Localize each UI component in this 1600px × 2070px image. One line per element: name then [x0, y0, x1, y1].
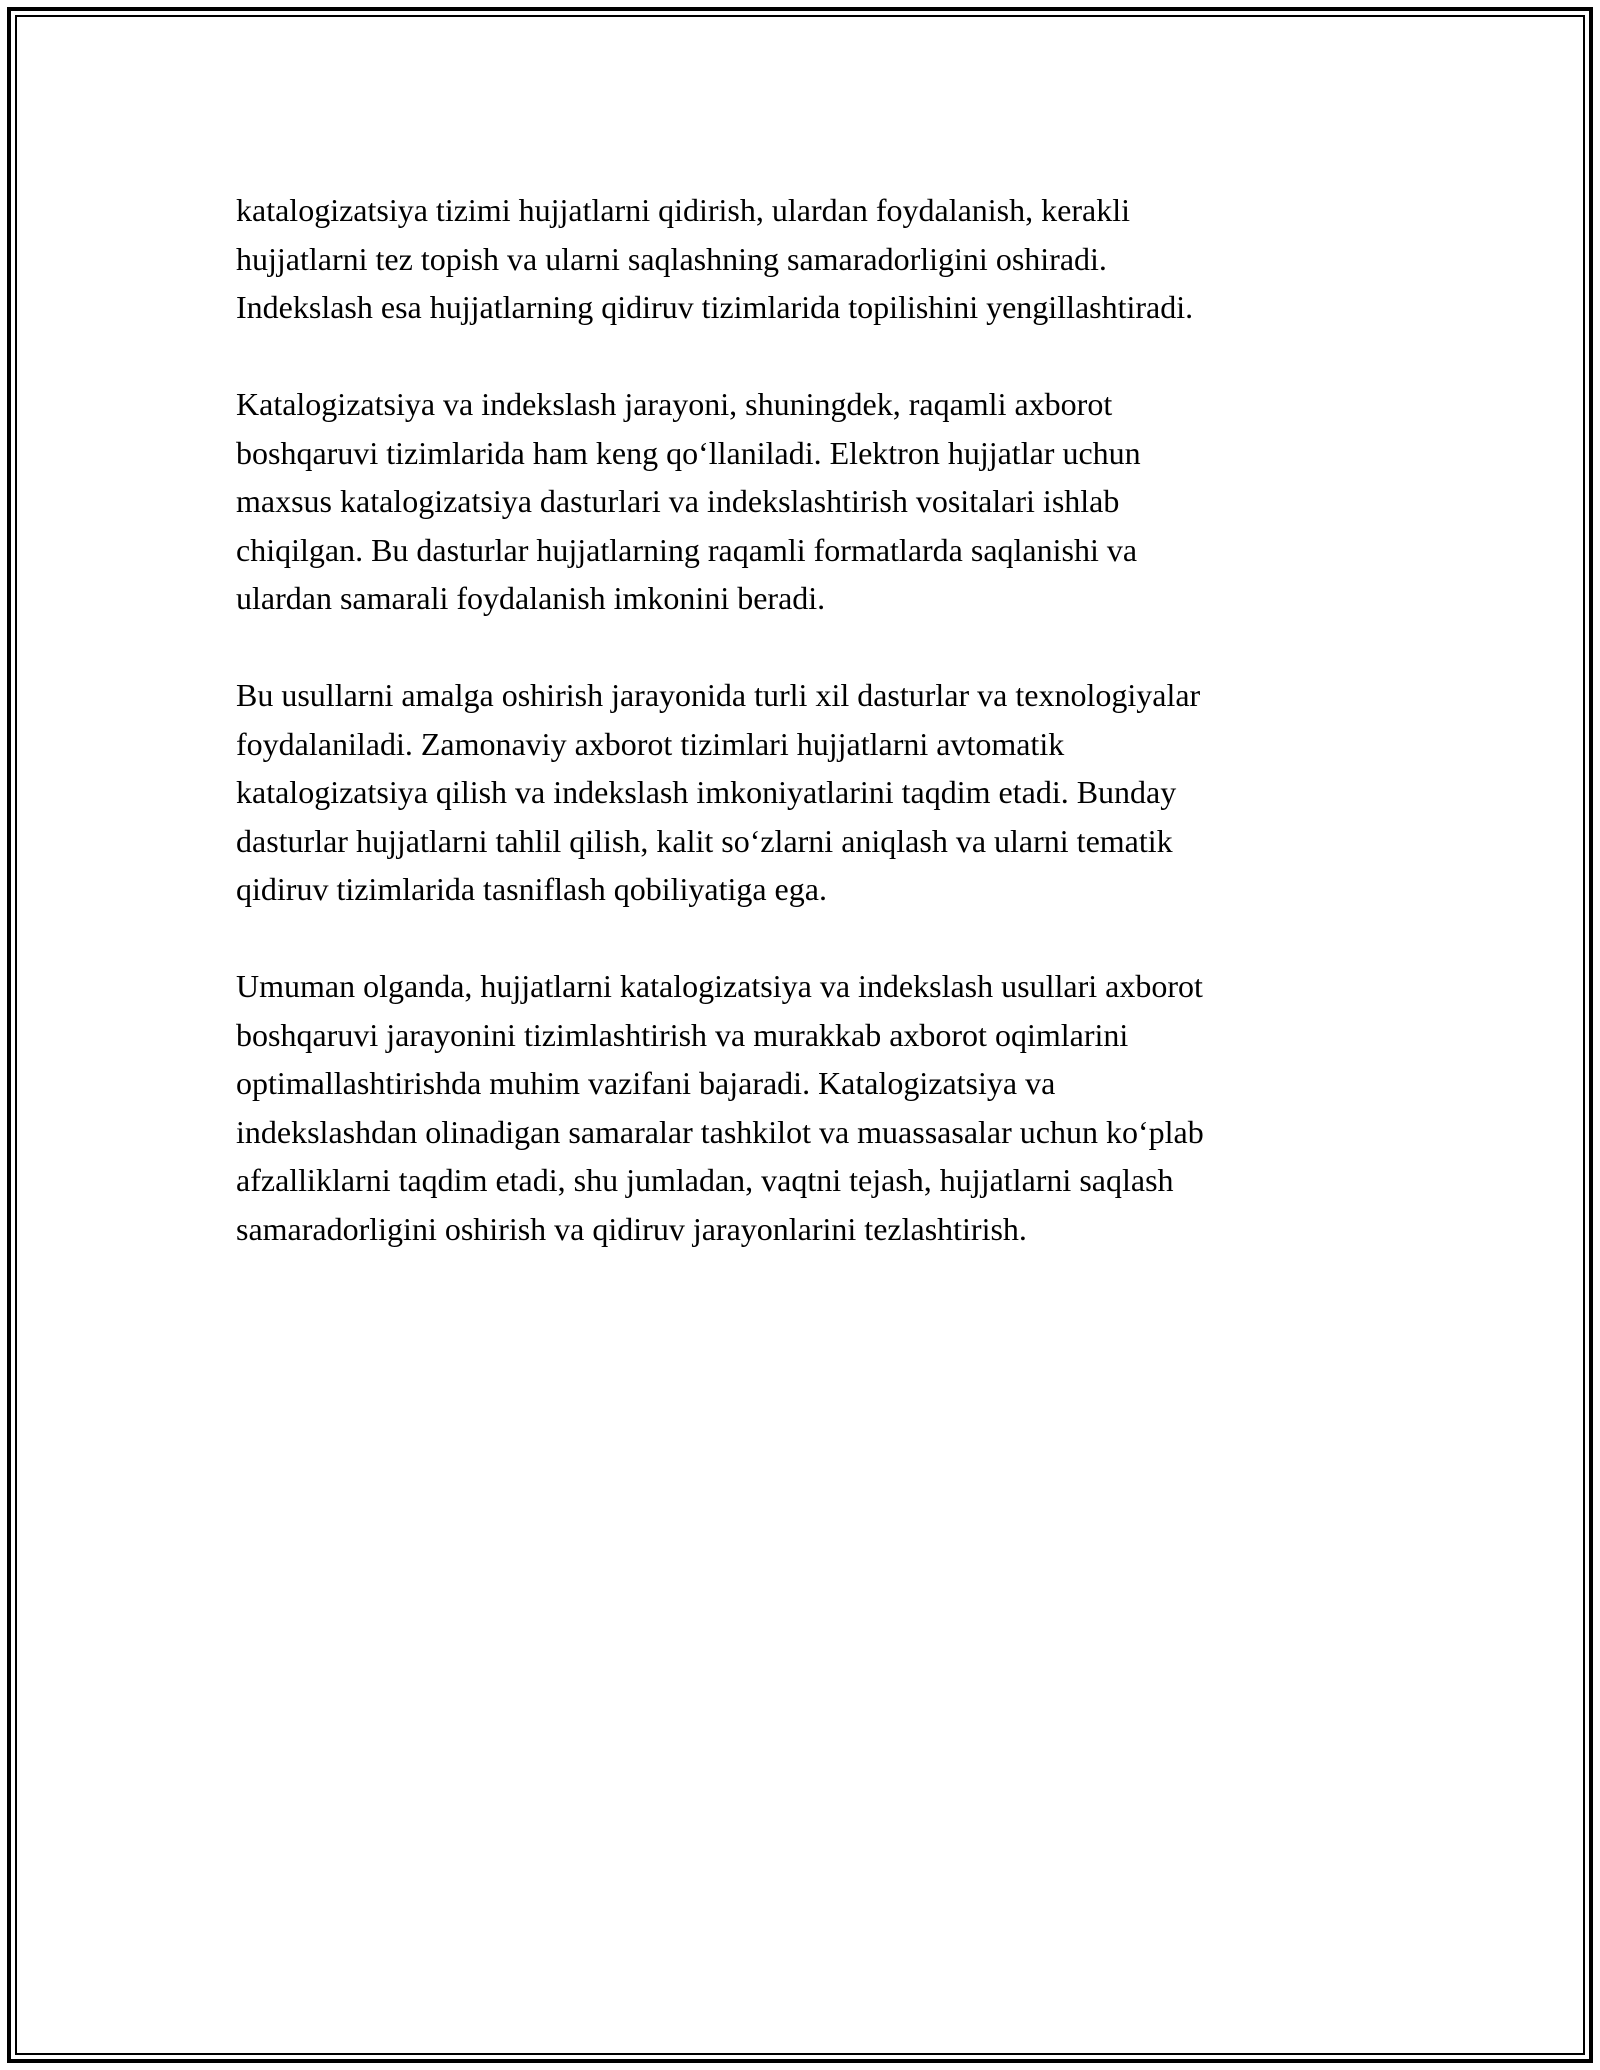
text-line: ulardan samarali foydalanish imkonini beradi. — [236, 580, 826, 616]
text-line: boshqaruvi tizimlarida ham keng qo‘llaniladi. Elektron hujjatlar uchun — [236, 434, 1141, 471]
text-line: foydalaniladi. Zamonaviy axborot tizimlari hujjatlarni avtomatik — [236, 725, 1065, 762]
text-line: samaradorligini oshirish va qidiruv jarayonlarini tezlashtirish. — [236, 1210, 1027, 1247]
text-line: qidiruv tizimlarida tasniflash qobiliyatiga ega. — [236, 871, 827, 907]
text-line: optimallashtirishda muhim vazifani bajaradi. Katalogizatsiya va — [236, 1065, 1056, 1101]
paragraph-2 — [236, 380, 1386, 623]
text-line: Indekslash esa hujjatlarning qidiruv tizimlarida topilishini yengillashtiradi. — [236, 289, 1194, 325]
paragraph-4 — [236, 962, 1386, 1253]
text-line: Bu usullarni amalga oshirish jarayonida turli xil dasturlar va texnologiyalar — [236, 677, 1201, 713]
text-line: indekslashdan olinadigan samaralar tashkilot va muassasalar uchun ko‘plab — [236, 1113, 1204, 1150]
text-line: Katalogizatsiya va indekslash jarayoni, shuningdek, raqamli axborot — [236, 386, 1113, 422]
paragraph-3 — [236, 671, 1386, 914]
text-line: afzalliklarni taqdim etadi, shu jumladan, vaqtni tejash, hujjatlarni saqlash — [236, 1162, 1174, 1198]
text-line: dasturlar hujjatlarni tahlil qilish, kalit so‘zlarni aniqlash va ularni tematik — [236, 822, 1173, 859]
paragraph-1 — [236, 186, 1386, 332]
text-line: chiqilgan. Bu dasturlar hujjatlarning raqamli formatlarda saqlanishi va — [236, 531, 1138, 568]
text-line: katalogizatsiya tizimi hujjatlarni qidirish, ulardan foydalanish, kerakli — [236, 192, 1130, 228]
text-line: boshqaruvi jarayonini tizimlashtirish va murakkab axborot oqimlarini — [236, 1016, 1129, 1053]
document-body — [236, 186, 1386, 1302]
text-line: hujjatlarni tez topish va ularni saqlashning samaradorligini oshiradi. — [236, 240, 1107, 277]
text-line: Umuman olganda, hujjatlarni katalogizatsiya va indekslash usullari axborot — [236, 968, 1203, 1004]
text-line: maxsus katalogizatsiya dasturlari va indekslashtirish vositalari ishlab — [236, 483, 1120, 519]
text-line: katalogizatsiya qilish va indekslash imkoniyatlarini taqdim etadi. Bunday — [236, 774, 1177, 810]
